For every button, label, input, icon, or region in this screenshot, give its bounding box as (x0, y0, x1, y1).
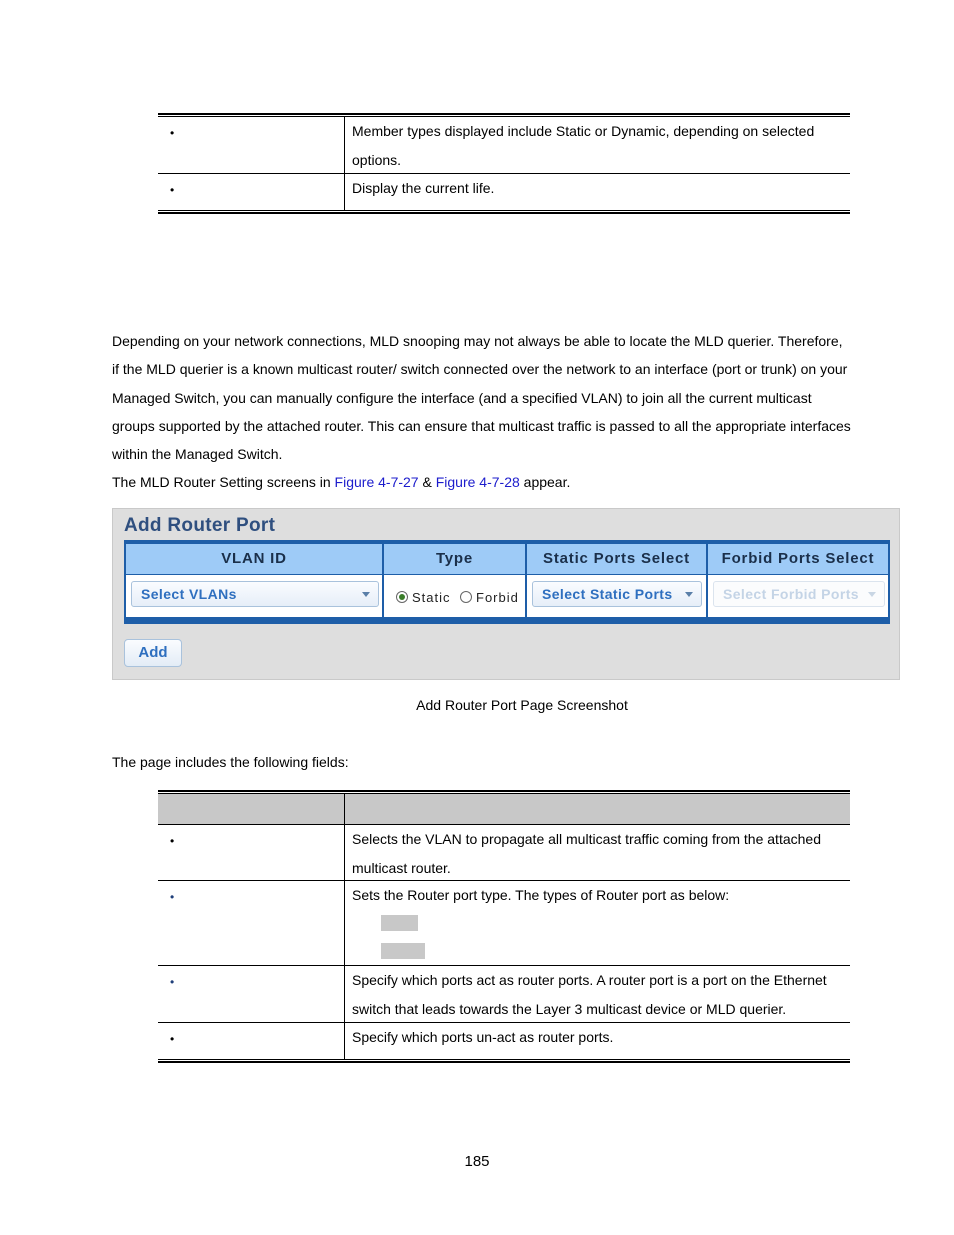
fields-intro: The page includes the following fields: (112, 754, 349, 770)
table-row (158, 174, 850, 211)
row-description: Member types displayed include Static or Dynamic, depending on selected options. (352, 123, 815, 168)
radio-forbid-label: Forbid (476, 590, 519, 605)
table-row (158, 881, 850, 966)
radio-static-label: Static (412, 590, 451, 605)
chevron-down-icon (362, 592, 370, 597)
type-option-highlight (381, 915, 418, 931)
header-forbid-ports: Forbid Ports Select (708, 544, 888, 574)
table1-bottom-rule (158, 210, 850, 214)
bullet-icon: • (170, 126, 175, 140)
table2-bottom-rule (158, 1059, 850, 1063)
bullet-icon: • (170, 890, 175, 904)
row-description: Selects the VLAN to propagate all multicast traffic coming from the attached multicast router. (352, 831, 821, 876)
row-description: Specify which ports un-act as router ports. (352, 1029, 614, 1045)
table-row (158, 117, 850, 174)
add-button[interactable]: Add (124, 639, 182, 667)
select-static-ports-dropdown[interactable]: Select Static Ports (532, 581, 702, 607)
panel-title: Add Router Port (124, 515, 276, 536)
chevron-down-icon (685, 592, 693, 597)
bullet-icon: • (170, 834, 175, 848)
figure-link-b[interactable]: Figure 4-7-28 (435, 474, 520, 490)
header-static-ports: Static Ports Select (527, 544, 706, 574)
table-row (158, 1023, 850, 1060)
vlan-cell (126, 575, 382, 617)
radio-static[interactable] (396, 591, 408, 603)
chevron-down-icon (868, 592, 876, 597)
forbid-cell (708, 575, 888, 617)
static-cell (527, 575, 706, 617)
bullet-icon: • (170, 1032, 175, 1046)
table-header-row (158, 794, 850, 825)
select-vlans-dropdown[interactable]: Select VLANs (131, 581, 379, 607)
row-description: Sets the Router port type. The types of Router port as below: (352, 887, 730, 903)
intro-paragraph: Depending on your network connections, MLD snooping may not always be able to locate the MLD querier. Therefore, if the MLD querier is a known multicast router/ switch connected over the network to an interface (port or trunk) on your Managed Switch, you can manually configure the interface (and a specified VLAN) to join all the current multicast groups supported by the attached router. This can ensure that multicast traffic is passed to all the appropriate interfaces within the Managed Switch. (112, 333, 851, 463)
figure-caption: Add Router Port Page Screenshot (416, 697, 628, 713)
type-cell (384, 575, 525, 617)
header-vlan-id: VLAN ID (126, 544, 382, 574)
add-router-port-screenshot (112, 508, 900, 680)
header-type: Type (384, 544, 525, 574)
table-row (158, 825, 850, 881)
type-option-highlight (381, 943, 425, 959)
table-row (158, 966, 850, 1023)
page-number: 185 (464, 1153, 490, 1170)
bullet-icon: • (170, 975, 175, 989)
radio-forbid[interactable] (460, 591, 472, 603)
row-description: Display the current life. (352, 180, 495, 196)
screens-sentence: The MLD Router Setting screens in Figure 4-7-27 & Figure 4-7-28 appear. (112, 474, 571, 490)
router-port-grid (124, 540, 890, 624)
select-forbid-ports-dropdown[interactable]: Select Forbid Ports (713, 581, 885, 607)
bullet-icon: • (170, 183, 175, 197)
figure-link-a[interactable]: Figure 4-7-27 (334, 474, 419, 490)
row-description: Specify which ports act as router ports. A router port is a port on the Ethernet switch that leads towards the Layer 3 multicast device or MLD querier. (352, 972, 827, 1017)
